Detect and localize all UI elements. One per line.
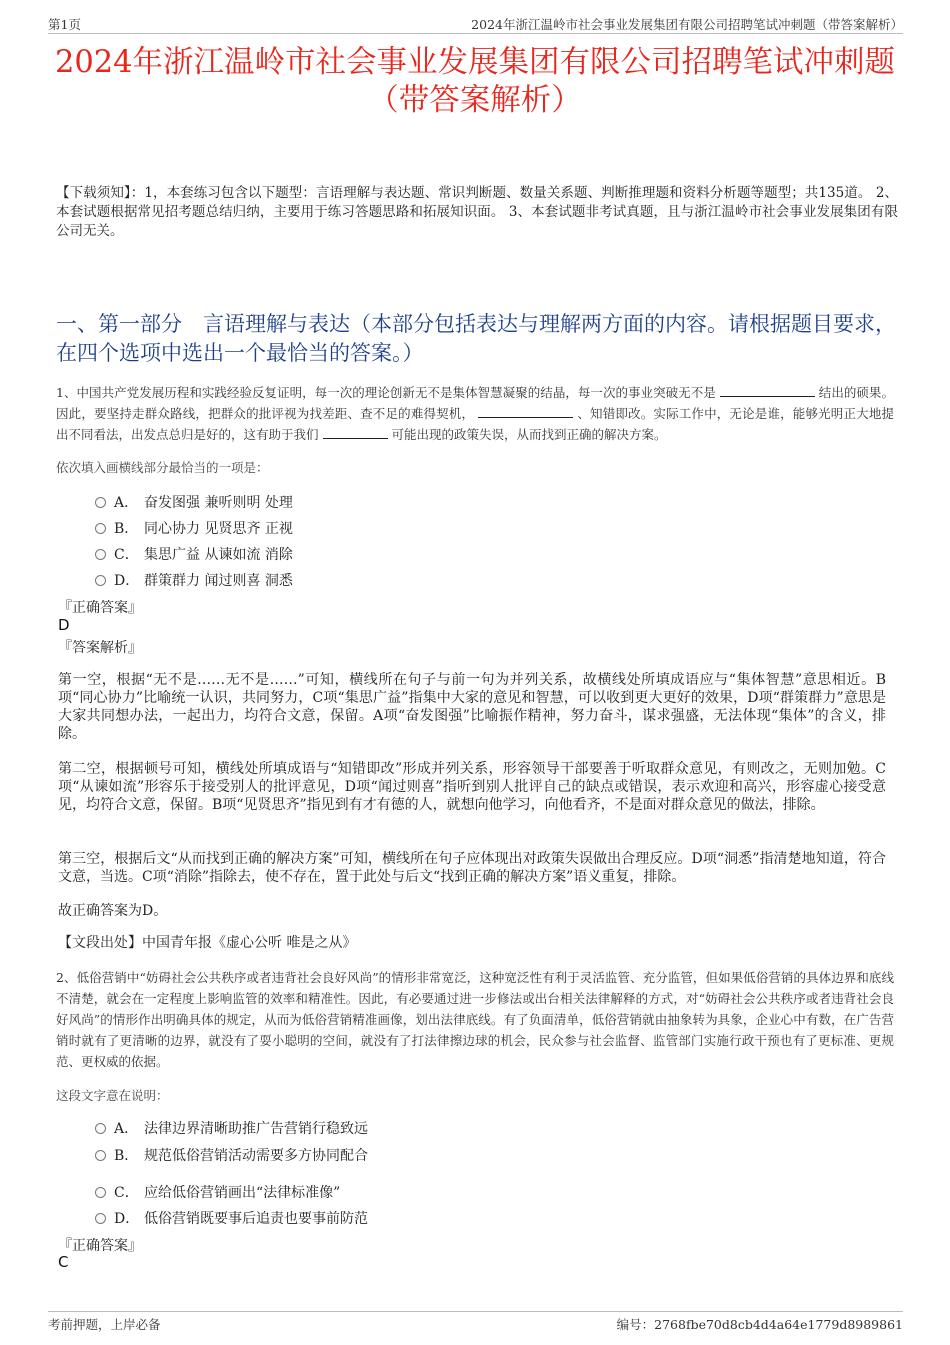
option-text: 同心协力 见贤思齐 正视: [144, 521, 293, 537]
footer-doc-id: 编号：2768fbe70d8cb4d4a64e1779d8989861: [616, 1317, 903, 1332]
option-text: 应给低俗营销画出“法律标准像”: [144, 1185, 341, 1201]
option-letter: D．: [114, 1211, 140, 1227]
page-number: 第1页: [48, 17, 81, 32]
radio-icon[interactable]: [95, 549, 106, 560]
option-letter: C．: [114, 1185, 139, 1201]
q2-answer-label: 『正确答案』: [58, 1238, 142, 1254]
q2-option-d[interactable]: [95, 1208, 368, 1228]
radio-icon[interactable]: [95, 1150, 106, 1161]
q1-text-part2: 结出的硕果。因此，要坚持走群众路线，把群众的批评视为找差距、查不足的难得契机，: [56, 385, 894, 421]
q1-text-part4: 可能出现的政策失误，从而找到正确的解决方案。: [391, 427, 667, 442]
q1-source: 【文段出处】中国青年报《虚心公听 唯是之从》: [58, 935, 357, 951]
header-doc-title: 2024年浙江温岭市社会事业发展集团有限公司招聘笔试冲刺题（带答案解析）: [471, 17, 903, 32]
q2-option-b[interactable]: [95, 1145, 368, 1165]
footer-slogan: 考前押题，上岸必备: [48, 1317, 161, 1332]
title-line-1: 2024年浙江温岭市社会事业发展集团有限公司招聘笔试冲刺题: [54, 45, 896, 80]
option-text: 奋发图强 兼听则明 处理: [144, 495, 293, 511]
question-1-text: [56, 382, 894, 445]
section-title: 一、第一部分 言语理解与表达（本部分包括表达与理解两方面的内容。请根据题目要求，在四个选项中选出一个最恰当的答案。）: [56, 312, 896, 365]
q1-blank-3: [323, 425, 388, 439]
q1-option-a[interactable]: [95, 492, 293, 512]
option-letter: B．: [114, 1148, 139, 1164]
q1-text-part3: 、知错即改。实际工作中，无论是谁，能够光明正大地提出不同看法，出发点总归是好的，这有助于我们: [56, 406, 894, 442]
option-letter: A．: [114, 1121, 139, 1137]
q1-prompt: 依次填入画横线部分最恰当的一项是：: [56, 460, 269, 475]
q1-text-part1: 1、中国共产党发展历程和实践经验反复证明，每一次的理论创新无不是集体智慧凝聚的结晶，每一次的事业突破无不是: [56, 385, 716, 400]
radio-icon[interactable]: [95, 497, 106, 508]
option-text: 群策群力 闻过则喜 洞悉: [144, 573, 293, 589]
q1-answer-label: 『正确答案』: [58, 600, 142, 616]
document-title: [40, 44, 910, 120]
q1-analysis-para-3: 第三空，根据后文“从而找到正确的解决方案”可知，横线所在句子应体现出对政策失误做出合理反应。D项“洞悉”指清楚地知道，符合文意，当选。C项“消除”指除去，使不存在，置于此处与后文“找到正确的解决方案”语义重复，排除。: [58, 851, 886, 885]
q1-blank-2: [478, 404, 573, 418]
radio-icon[interactable]: [95, 1187, 106, 1198]
q1-analysis-label: 『答案解析』: [58, 640, 142, 656]
q1-analysis-conclusion: 故正确答案为D。: [58, 903, 168, 919]
radio-icon[interactable]: [95, 1213, 106, 1224]
q1-answer: D: [58, 616, 70, 634]
q2-option-c[interactable]: [95, 1182, 340, 1202]
q1-option-b[interactable]: [95, 518, 293, 538]
download-notice: 【下载须知】：1，本套练习包含以下题型：言语理解与表达题、常识判断题、数量关系题、判断推理题和资料分析题等题型；共135道。 2、本套试题根据常见招考题总结归纳，主要用于练习答题思路和拓展知识面。 3、本套试题非考试真题，且与浙江温岭市社会事业发展集团有限公司无关。: [56, 185, 898, 239]
option-text: 法律边界清晰助推广告营销行稳致远: [144, 1121, 368, 1137]
footer-divider: [48, 1311, 903, 1312]
q1-option-c[interactable]: [95, 544, 293, 564]
q2-option-a[interactable]: [95, 1118, 368, 1138]
radio-icon[interactable]: [95, 575, 106, 586]
q2-prompt: 这段文字意在说明：: [56, 1088, 169, 1103]
q1-option-d[interactable]: [95, 570, 293, 590]
question-2-text: 2、低俗营销中“妨碍社会公共秩序或者违背社会良好风尚”的情形非常宽泛，这种宽泛性有利于灵活监管、充分监管，但如果低俗营销的具体边界和底线不清楚，就会在一定程度上影响监管的效率和精准性。因此，有必要通过进一步修法或出台相关法律解释的方式，对“妨碍社会公共秩序或者违背社会良好风尚”的情形作出明确具体的规定，从而为低俗营销精准画像，划出法律底线。有了负面清单，低俗营销就由抽象转为具象，企业心中有数，在广告营销时就有了更清晰的边界，就没有了耍小聪明的空间，就没有了打法律擦边球的机会，民众参与社会监督、监管部门实施行政干预也有了更标准、更规范、更权威的依据。: [56, 970, 894, 1069]
option-letter: C．: [114, 547, 139, 563]
title-line-2: （带答案解析）: [368, 83, 582, 118]
option-letter: B．: [114, 521, 139, 537]
q1-blank-1: [720, 383, 815, 397]
radio-icon[interactable]: [95, 523, 106, 534]
q2-answer: C: [58, 1253, 69, 1271]
option-letter: A．: [114, 495, 139, 511]
q1-analysis-para-1: 第一空，根据“无不是……无不是……”可知，横线所在句子与前一句为并列关系，故横线处所填成语应与“集体智慧”意思相近。B项“同心协力”比喻统一认识，共同努力，C项“集思广益”指集中大家的意见和智慧，可以收到更大更好的效果，D项“群策群力”意思是大家共同想办法，一起出力，均符合文意，保留。A项“奋发图强”比喻振作精神，努力奋斗，谋求强盛，无法体现“集体”的含义，排除。: [58, 672, 886, 742]
q1-analysis-para-2: 第二空，根据顿号可知，横线处所填成语与“知错即改”形成并列关系，形容领导干部要善于听取群众意见，有则改之，无则加勉。C项“从谏如流”形容乐于接受别人的批评意见，D项“闻过则喜”指听到别人批评自己的缺点或错误，表示欢迎和高兴，形容虚心接受意见，均符合文意，保留。B项“见贤思齐”指见到有才有德的人，就想向他学习，向他看齐，不是面对群众意见的做法，排除。: [58, 761, 886, 813]
option-text: 集思广益 从谏如流 消除: [144, 547, 293, 563]
option-text: 低俗营销既要事后追责也要事前防范: [144, 1211, 368, 1227]
page-header: [48, 13, 903, 34]
option-text: 规范低俗营销活动需要多方协同配合: [144, 1148, 368, 1164]
option-letter: D．: [114, 573, 140, 589]
radio-icon[interactable]: [95, 1123, 106, 1134]
